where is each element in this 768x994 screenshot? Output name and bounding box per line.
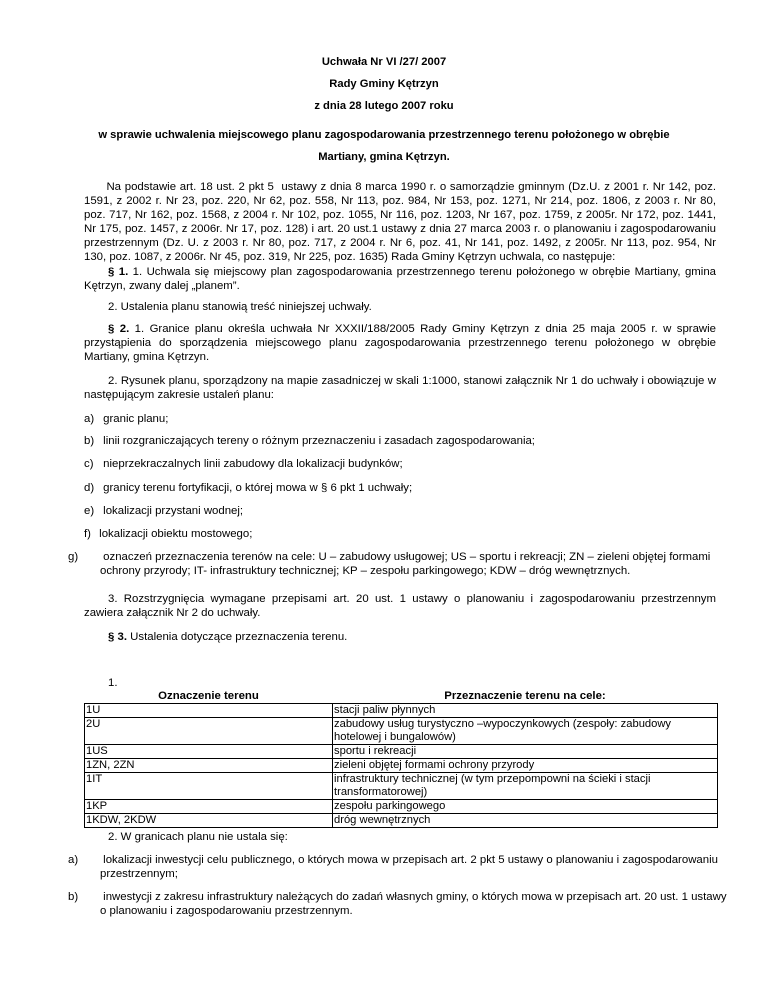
table-cell-code: 1U	[85, 704, 333, 718]
section-1-paragraph-2: 2. Ustalenia planu stanowią treść niniejszej uchwały.	[108, 301, 372, 313]
table-cell-code: 1ZN, 2ZN	[85, 759, 333, 773]
section-3-mark: § 3.	[108, 631, 127, 643]
table-cell-purpose: dróg wewnętrznych	[333, 814, 718, 828]
council-name: Rady Gminy Kętrzyn	[329, 78, 439, 90]
table-cell-code: 1KP	[85, 800, 333, 814]
table-row	[85, 718, 718, 745]
list-item: a) granic planu;	[84, 413, 169, 425]
list-item: g) oznaczeń przeznaczenia terenów na cele: U – zabudowy usługowej; US – sportu i rekreacji; ZN – zieleni objętej formami ochrony przyrody; IT- infrastruktury technicznej; KP – zespołu parkingowego; KDW – dróg wewnętrznych.	[68, 551, 711, 577]
section-2-text: 1. Granice planu określa uchwała Nr XXXII/188/2005 Rady Gminy Kętrzyn z dnia 25 maja 2005 r. w sprawie przystąpienia do sporządzenia miejscowego planu zagospodarowania przestrzennego terenu położonego w obrębie Martiany, gmina Kętrzyn.	[84, 323, 716, 363]
list-item: a) lokalizacji inwestycji celu publicznego, o których mowa w przepisach art. 2 pkt 5 ustawy o planowaniu i zagospodarowaniu przestrzennym;	[68, 854, 718, 880]
table-cell-purpose: zespołu parkingowego	[333, 800, 718, 814]
table-row	[85, 704, 718, 718]
preamble: Na podstawie art. 18 ust. 2 pkt 5 ustawy z dnia 8 marca 1990 r. o samorządzie gminnym (Dz.U. z 2001 r. Nr 142, poz. 1591, z 2002 r. Nr 23, poz. 220, Nr 62, poz. 558, Nr 113, poz. 984, Nr 153, poz. 1271, Nr 214, poz. 1806, z 2003 r. Nr 80, poz. 717, Nr 162, poz. 1568, z 2004 r. Nr 102, poz. 1055, Nr 116, poz. 1203, Nr 167, poz. 1759, z 2005r. Nr 172, poz. 1441, Nr 175, poz. 1457, z 2006r. Nr 17, poz. 128) i art. 20 ust.1 ustawy z dnia 27 marca 2003 r. o planowaniu i zagospodarowaniu przestrzennym (Dz. U. z 2003 r. Nr 80, poz. 717, z 2004 r. Nr 6, poz. 41, Nr 141, poz. 1492, z 2005r. Nr 113, poz. 954, Nr 130, poz. 1087, z 2006r. Nr 45, poz. 319, Nr 225, poz. 1635) Rada Gminy Kętrzyn uchwala, co następuje:	[84, 181, 720, 263]
table-header-row	[85, 689, 718, 704]
table-cell-purpose: zabudowy usług turystyczno –wypoczynkowych (zespoły: zabudowy hotelowej i bungalowów)	[333, 718, 718, 745]
list-item: e) lokalizacji przystani wodnej;	[84, 505, 244, 517]
section-2-mark: § 2.	[108, 323, 130, 335]
column-header: Przeznaczenie terenu na cele:	[444, 690, 606, 702]
table-cell-purpose: stacji paliw płynnych	[333, 704, 718, 718]
section-3-point-1: 1.	[108, 677, 118, 689]
section-2-paragraph-1	[84, 322, 716, 364]
list-item: b) inwestycji z zakresu infrastruktury należących do zadań własnych gminy, o których mowa w przepisach art. 20 ust. 1 ustawy o planowaniu i zagospodarowaniu przestrzennym.	[68, 891, 727, 917]
section-1-text: 1. Uchwala się miejscowy plan zagospodarowania przestrzennego terenu położonego w obrębie Martiany, gmina Kętrzyn, zwany dalej „planem”.	[84, 266, 716, 292]
section-3-paragraph-2: 2. W granicach planu nie ustala się:	[108, 831, 288, 843]
list-item: c) nieprzekraczalnych linii zabudowy dla lokalizacji budynków;	[84, 458, 403, 470]
resolution-number: Uchwała Nr VI /27/ 2007	[321, 56, 447, 68]
table-cell-purpose: zieleni objętej formami ochrony przyrody	[333, 759, 718, 773]
table-row	[85, 814, 718, 828]
section-2-paragraph-2: 2. Rysunek planu, sporządzony na mapie zasadniczej w skali 1:1000, stanowi załącznik Nr 1 do uchwały i obowiązuje w następującym zakresie ustaleń planu:	[84, 375, 716, 401]
table-row	[85, 800, 718, 814]
section-3-heading	[108, 630, 708, 644]
resolution-subject-line1: w sprawie uchwalenia miejscowego planu zagospodarowania przestrzennego terenu położonego w obrębie	[98, 129, 670, 141]
column-header: Oznaczenie terenu	[158, 690, 259, 702]
table-cell-purpose: sportu i rekreacji	[333, 745, 718, 759]
list-item: d) granicy terenu fortyfikacji, o której mowa w § 6 pkt 1 uchwały;	[84, 482, 413, 494]
table-cell-code: 1KDW, 2KDW	[85, 814, 333, 828]
resolution-subject-line2: Martiany, gmina Kętrzyn.	[318, 151, 450, 163]
table-row	[85, 759, 718, 773]
land-use-table	[84, 689, 718, 828]
table-cell-code: 1US	[85, 745, 333, 759]
section-3-title: Ustalenia dotyczące przeznaczenia terenu.	[127, 631, 348, 643]
section-2-paragraph-3: 3. Rozstrzygnięcia wymagane przepisami art. 20 ust. 1 ustawy o planowaniu i zagospodarowaniu przestrzennym zawiera załącznik Nr 2 do uchwały.	[84, 593, 716, 619]
table-row	[85, 773, 718, 800]
table-row	[85, 745, 718, 759]
section-1-paragraph-1	[84, 265, 716, 293]
section-1-mark: § 1.	[108, 266, 129, 278]
list-item: f) lokalizacji obiektu mostowego;	[84, 528, 253, 540]
table-cell-code: 1IT	[85, 773, 333, 800]
resolution-date: z dnia 28 lutego 2007 roku	[314, 100, 454, 112]
table-cell-purpose: infrastruktury technicznej (w tym przepompowni na ścieki i stacji transformatorowej)	[333, 773, 718, 800]
table-cell-code: 2U	[85, 718, 333, 745]
list-item: b) linii rozgraniczających tereny o różnym przeznaczeniu i zasadach zagospodarowania;	[84, 435, 535, 447]
